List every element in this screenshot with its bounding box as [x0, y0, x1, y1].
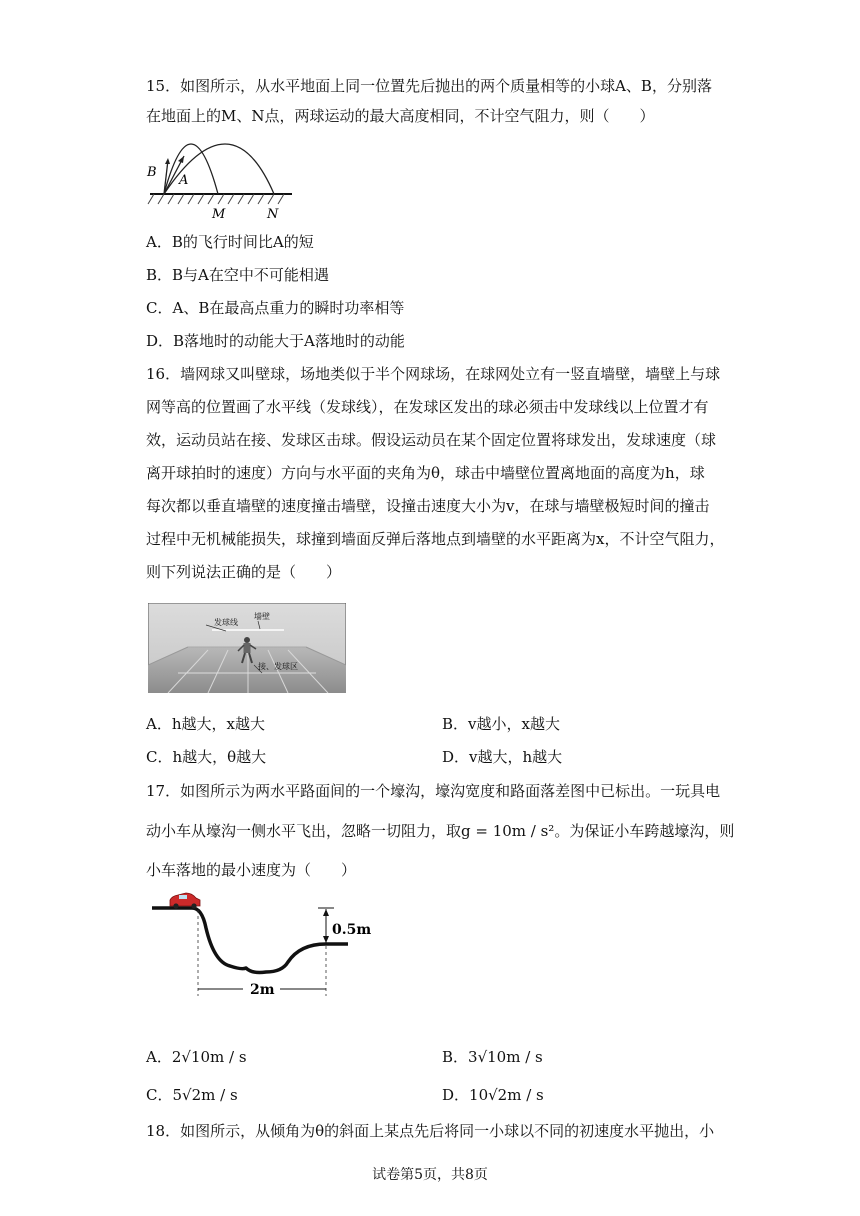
- label-height: 0.5m: [332, 922, 372, 938]
- q16-option-a: A．h越大，x越大: [146, 715, 265, 733]
- q16-stem-line-2: 网等高的位置画了水平线（发球线），在发球区发出的球必须击中发球线以上位置才有: [146, 398, 709, 416]
- ditch-profile: [152, 908, 348, 973]
- q15-stem-line-2: 在地面上的M、N点，两球运动的最大高度相同，不计空气阻力，则（ ）: [146, 107, 655, 125]
- q16-option-b: B．v越小，x越大: [442, 715, 560, 733]
- q15-stem-line-1: 15．如图所示，从水平地面上同一位置先后抛出的两个质量相等的小球A、B，分别落: [146, 77, 712, 95]
- q16-stem-line-7: 则下列说法正确的是（ ）: [146, 563, 342, 581]
- q15-option-a: A．B的飞行时间比A的短: [146, 233, 314, 251]
- label-serve-line: 发球线: [214, 618, 238, 627]
- q16-option-d: D．v越大，h越大: [442, 748, 563, 766]
- trajectory-b: [164, 144, 218, 194]
- label-width: 2m: [250, 982, 275, 998]
- q17-stem-line-2: 动小车从壕沟一侧水平飞出，忽略一切阻力，取g = 10m / s²。为保证小车跨越壕沟，则: [146, 822, 735, 840]
- q16-option-c: C．h越大，θ越大: [146, 748, 267, 766]
- label-wall: 墙壁: [254, 612, 270, 621]
- q17-option-d: D．10√2m / s: [442, 1086, 544, 1104]
- q17-figure: [148, 890, 378, 1002]
- page-footer: 试卷第5页，共8页: [372, 1167, 488, 1183]
- label-m: M: [212, 207, 226, 220]
- q17-option-c: C．5√2m / s: [146, 1086, 238, 1104]
- q17-stem-line-3: 小车落地的最小速度为（ ）: [146, 861, 357, 879]
- q16-stem-line-6: 过程中无机械能损失，球撞到墙面反弹后落地点到墙壁的水平距离为x，不计空气阻力，: [146, 530, 725, 548]
- q16-stem-line-4: 离开球拍时的速度）方向与水平面的夹角为θ，球击中墙壁位置离地面的高度为h，球: [146, 464, 705, 482]
- label-b: B: [147, 165, 157, 180]
- q17-option-b: B．3√10m / s: [442, 1048, 543, 1066]
- q18-stem-line-1: 18．如图所示，从倾角为θ的斜面上某点先后将同一小球以不同的初速度水平抛出，小: [146, 1122, 715, 1140]
- label-a: A: [179, 173, 189, 188]
- q17-stem-line-1: 17．如图所示为两水平路面间的一个壕沟，壕沟宽度和路面落差图中已标出。一玩具电: [146, 782, 721, 800]
- q15-option-c: C．A、B在最高点重力的瞬时功率相等: [146, 299, 405, 317]
- q16-stem-line-1: 16．墙网球又叫壁球，场地类似于半个网球场，在球网处立有一竖直墙壁，墙壁上与球: [146, 365, 721, 383]
- q16-stem-line-5: 每次都以垂直墙壁的速度撞击墙壁，设撞击速度大小为v，在球与墙壁极短时间的撞击: [146, 497, 710, 515]
- q15-figure: [146, 132, 296, 220]
- label-zone: 接、发球区: [258, 662, 298, 671]
- q16-photo: [148, 603, 346, 693]
- q17-option-a: A．2√10m / s: [146, 1048, 247, 1066]
- label-n: N: [267, 207, 279, 220]
- q15-option-d: D．B落地时的动能大于A落地时的动能: [146, 332, 405, 350]
- q16-stem-line-3: 效，运动员站在接、发球区击球。假设运动员在某个固定位置将球发出，发球速度（球: [146, 431, 717, 449]
- q15-option-b: B．B与A在空中不可能相遇: [146, 266, 329, 284]
- toy-car-icon: [170, 893, 200, 909]
